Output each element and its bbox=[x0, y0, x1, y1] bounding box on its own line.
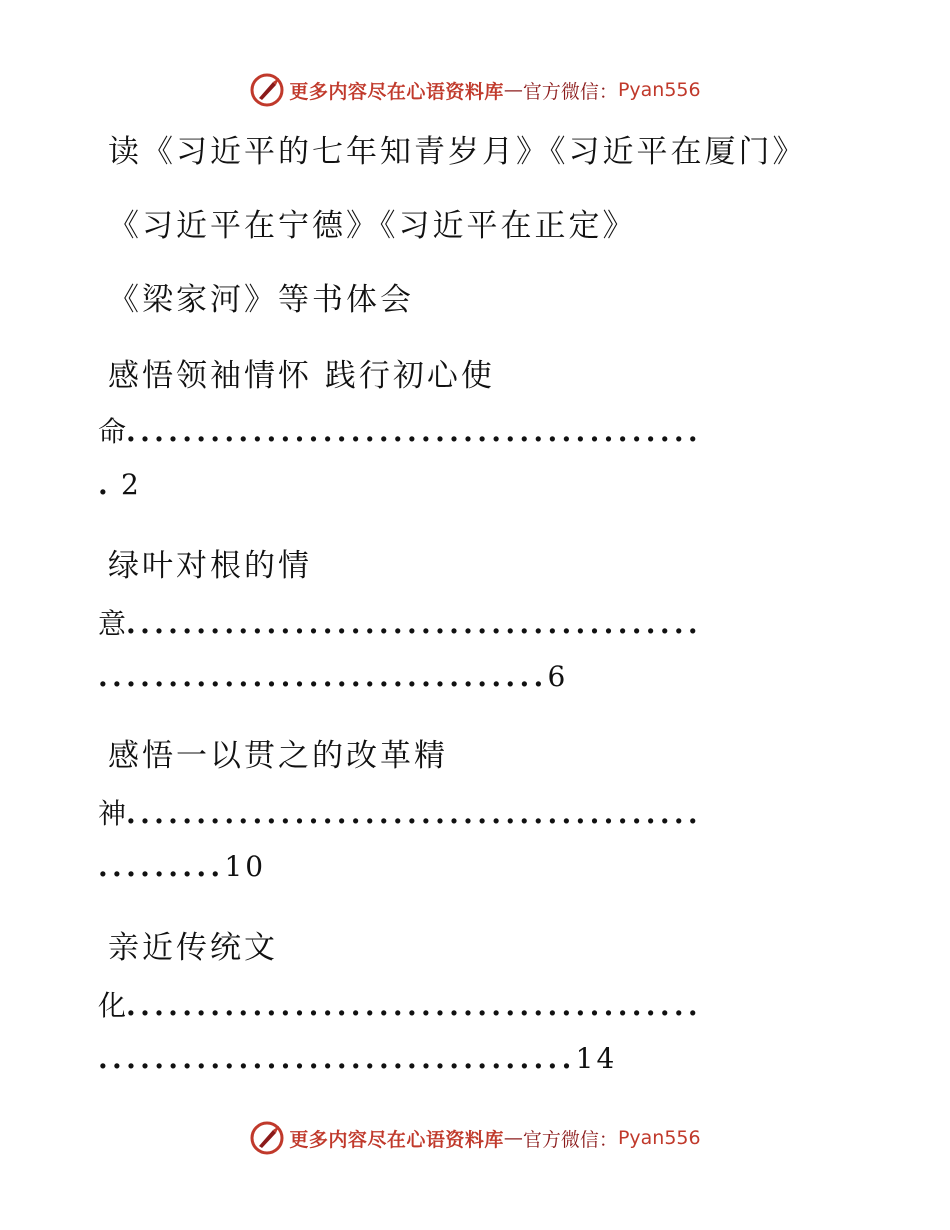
toc-entry-4-page-line[interactable] bbox=[98, 1042, 843, 1075]
toc-entry-3-title[interactable]: 感悟一以贯之的改革精 bbox=[108, 738, 448, 774]
toc-entry-2-page: 6 bbox=[547, 660, 569, 693]
toc-entry-2-title[interactable]: 绿叶对根的情 bbox=[108, 548, 312, 584]
doc-title-line-2: 《习近平在宁德》《习近平在正定》 bbox=[108, 208, 637, 244]
toc-entry-4-leader[interactable] bbox=[98, 984, 843, 1024]
watermark-wechat-id: Pyan556 bbox=[617, 1127, 701, 1149]
watermark-wechat-label: 官方微信： bbox=[522, 80, 618, 103]
toc-entry-2-page-line[interactable] bbox=[98, 660, 843, 693]
toc-entry-3-dots-cont: ......... bbox=[98, 850, 225, 883]
toc-entry-2-prefix: 意 bbox=[98, 607, 127, 640]
toc-entry-4-prefix: 化 bbox=[98, 989, 127, 1022]
toc-entry-1-title[interactable]: 感悟领袖情怀 践行初心使 bbox=[108, 358, 495, 394]
toc-entry-4-dots: ......................................... bbox=[126, 989, 702, 1022]
footer-watermark bbox=[0, 1118, 950, 1158]
watermark-wechat-id: Pyan556 bbox=[617, 79, 701, 101]
toc-entry-1-dots: ......................................... bbox=[126, 415, 702, 448]
watermark-text: 更多内容尽在心语资料库 bbox=[289, 1128, 504, 1151]
toc-entry-2-dots: ......................................... bbox=[126, 607, 702, 640]
toc-entry-3-page-line[interactable] bbox=[98, 850, 843, 883]
toc-entry-4-title[interactable]: 亲近传统文 bbox=[108, 930, 278, 966]
toc-entry-4-page: 14 bbox=[575, 1042, 618, 1075]
toc-entry-1-page: 2 bbox=[120, 468, 142, 501]
toc-entry-3-page: 10 bbox=[224, 850, 267, 883]
quill-logo-icon bbox=[249, 1120, 285, 1156]
toc-entry-1-leader[interactable] bbox=[98, 410, 843, 450]
toc-entry-3-prefix: 神 bbox=[98, 797, 127, 830]
quill-logo-icon bbox=[249, 72, 285, 108]
toc-entry-3-leader[interactable] bbox=[98, 792, 843, 832]
toc-entry-1-prefix: 命 bbox=[98, 415, 127, 448]
toc-entry-1-page-line[interactable] bbox=[98, 468, 843, 501]
toc-entry-2-leader[interactable] bbox=[98, 602, 843, 642]
toc-entry-4-dots-cont: .................................. bbox=[98, 1042, 576, 1075]
toc-entry-1-dots-cont: . bbox=[98, 468, 113, 501]
doc-title-line-1: 读《习近平的七年知青岁月》《习近平在厦门》 bbox=[108, 134, 807, 170]
watermark-separator: — bbox=[503, 79, 523, 101]
header-watermark bbox=[0, 70, 950, 110]
watermark-wechat-label: 官方微信： bbox=[522, 1128, 618, 1151]
watermark-text: 更多内容尽在心语资料库 bbox=[289, 80, 504, 103]
toc-entry-3-dots: ......................................... bbox=[126, 797, 702, 830]
toc-entry-2-dots-cont: ................................ bbox=[98, 660, 548, 693]
watermark-separator: — bbox=[503, 1127, 523, 1149]
doc-title-line-3: 《梁家河》等书体会 bbox=[108, 282, 414, 318]
